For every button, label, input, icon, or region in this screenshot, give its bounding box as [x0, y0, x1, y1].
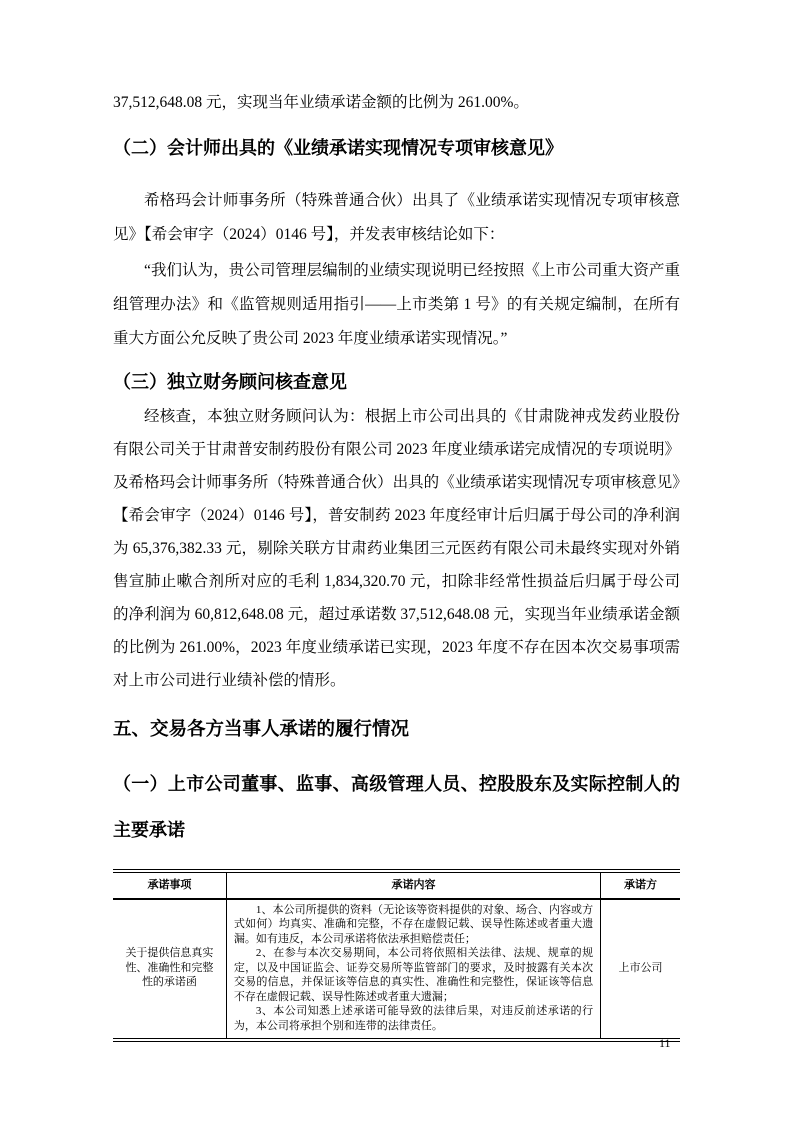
page-number: 11: [659, 1036, 671, 1050]
heading-section-3-financial-advisor-opinion: （三）独立财务顾问核查意见: [113, 372, 347, 392]
commitment-content-clause-1: 1、本公司所提供的资料（无论该等资料提供的对象、场合、内容或方式如何）均真实、准确和完整，不存在虚假记载、误导性陈述或者重大遗漏。如有违反，本公司承诺将依法承担赔偿责任；: [233, 903, 594, 945]
cell-commitment-party: 上市公司: [601, 899, 680, 1041]
column-header-commitment-item: 承诺事项: [113, 871, 226, 899]
column-header-commitment-party: 承诺方: [601, 871, 680, 899]
paragraph-advisor-verification: 经核查，本独立财务顾问认为：根据上市公司出具的《甘肃陇神戎发药业股份有限公司关于甘肃普安制药股份有限公司 2023 年度业绩承诺完成情况的专项说明》及希格玛会计师事务所（特殊普通合伙）出具的《业绩承诺实现情况专项审核意见》【希会审字（2024）0146 号】，普安制药 2023 年度经审计后归属于母公司的净利润为 65,376,382.33 元，剔除关联方甘肃药业集团三元医药有限公司未最终实现对外销售宣肺止嗽合剂所对应的毛利 1,834,320.70 元，扣除非经常性损益后归属于母公司的净利润为 60,812,648.08 元，超过承诺数 37,512,648.08 元，实现当年业绩承诺金额的比例为 261.00%，2023 年度业绩承诺已实现，2023 年度不存在因本次交易事项需对上市公司进行业绩补偿的情形。: [113, 408, 680, 689]
commitments-table: [113, 869, 680, 1042]
table-header-row: [113, 871, 680, 899]
heading-section-5-1-main-commitments: （一）上市公司董事、监事、高级管理人员、控股股东及实际控制人的主要承诺: [113, 774, 680, 840]
commitment-content-clause-3: 3、本公司知悉上述承诺可能导致的法律后果，对违反前述承诺的行为，本公司将承担个别和连带的法律责任。: [233, 1005, 594, 1032]
column-header-commitment-content: 承诺内容: [226, 871, 600, 899]
heading-section-2-accountant-opinion: （二）会计师出具的《业绩承诺实现情况专项审核意见》: [113, 138, 563, 158]
paragraph-auditor-report: 希格玛会计师事务所（特殊普通合伙）出具了《业绩承诺实现情况专项审核意见》【希会审字（2024）0146 号】，并发表审核结论如下：: [113, 192, 680, 243]
paragraph-ratio-continuation: 37,512,648.08 元，实现当年业绩承诺金额的比例为 261.00%。: [113, 94, 529, 111]
cell-commitment-content: [226, 899, 600, 1041]
paragraph-audit-conclusion-quote: “我们认为，贵公司管理层编制的业绩实现说明已经按照《上市公司重大资产重组管理办法》和《监管规则适用指引——上市类第 1 号》的有关规定编制，在所有重大方面公允反映了贵公司 2023 年度业绩承诺实现情况。”: [113, 262, 680, 347]
commitment-content-clause-2: 2、在参与本次交易期间，本公司将依照相关法律、法规、规章的规定，以及中国证监会、证券交易所等监管部门的要求，及时披露有关本次交易的信息，并保证该等信息的真实性、准确性和完整性，保证该等信息不存在虚假记载、误导性陈述或者重大遗漏；: [233, 947, 594, 1003]
heading-section-5-commitments-performance: 五、交易各方当事人承诺的履行情况: [113, 718, 410, 739]
table-row: [113, 899, 680, 1041]
cell-commitment-item: 关于提供信息真实性、准确性和完整性的承诺函: [113, 899, 226, 1041]
